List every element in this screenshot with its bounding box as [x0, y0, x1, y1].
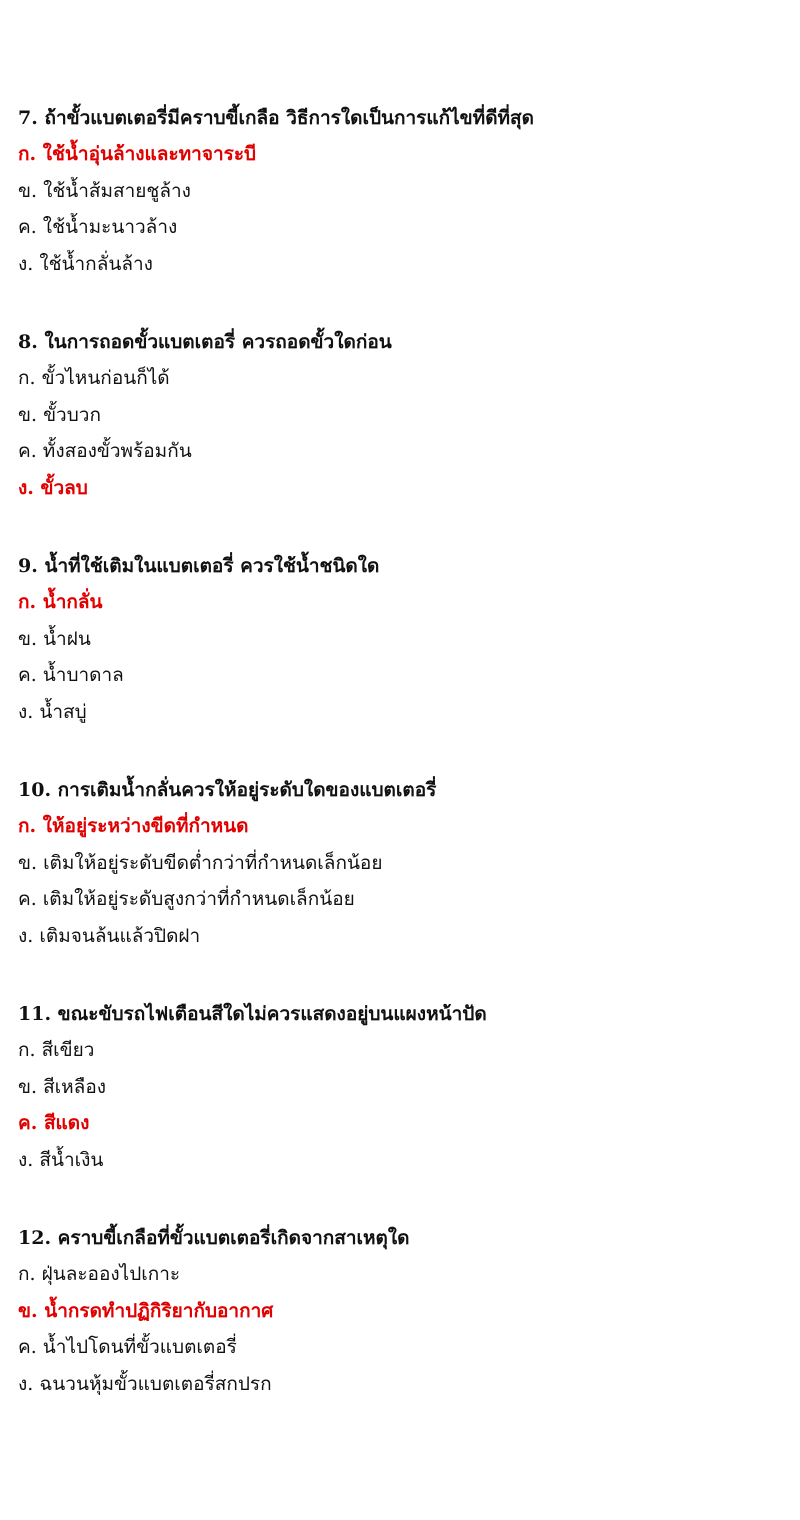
question-title: 7. ถ้าขั้วแบตเตอรี่มีคราบขี้เกลือ วิธีการใดเป็นการแก้ไขที่ดีที่สุด — [18, 107, 534, 129]
question-title: 9. น้ำที่ใช้เติมในแบตเตอรี่ ควรใช้น้ำชนิดใด — [18, 555, 380, 577]
answer-choice: ง. สีน้ำเงิน — [18, 1148, 104, 1171]
answer-choice-correct: ค. สีแดง — [18, 1112, 90, 1134]
answer-choice: ข. เติมให้อยู่ระดับขีดต่ำกว่าที่กำหนดเล็กน้อย — [18, 851, 383, 874]
answer-choice-correct: ก. ใช้น้ำอุ่นล้างและทาจาระบี — [18, 143, 257, 165]
question-block — [18, 548, 788, 730]
question-title: 10. การเติมน้ำกลั่นควรให้อยู่ระดับใดของแบตเตอรี่ — [18, 779, 437, 801]
answer-choice: ก. ฝุ่นละอองไปเกาะ — [18, 1263, 181, 1285]
question-block — [18, 100, 788, 282]
answer-choice: ง. ฉนวนหุ้มขั้วแบตเตอรี่สกปรก — [18, 1372, 272, 1395]
question-block — [18, 324, 788, 506]
question-title: 8. ในการถอดขั้วแบตเตอรี่ ควรถอดขั้วใดก่อน — [18, 331, 392, 353]
answer-choice-correct: ง. ขั้วลบ — [18, 476, 88, 499]
answer-choice: ก. สีเขียว — [18, 1039, 95, 1061]
answer-choice: ก. ขั้วไหนก่อนก็ได้ — [18, 367, 170, 389]
answer-choice: ค. เติมให้อยู่ระดับสูงกว่าที่กำหนดเล็กน้อย — [18, 888, 355, 910]
question-block — [18, 1220, 788, 1402]
answer-choice: ค. ใช้น้ำมะนาวล้าง — [18, 216, 178, 238]
question-block — [18, 772, 788, 954]
answer-choice: ข. ใช้น้ำส้มสายชูล้าง — [18, 179, 191, 202]
question-block — [18, 996, 788, 1178]
answer-choice: ค. ทั้งสองขั้วพร้อมกัน — [18, 440, 192, 462]
question-title: 12. คราบขี้เกลือที่ขั้วแบตเตอรี่เกิดจากสาเหตุใด — [18, 1227, 410, 1249]
answer-choice-correct: ข. น้ำกรดทำปฏิกิริยากับอากาศ — [18, 1299, 274, 1322]
answer-choice: ข. ขั้วบวก — [18, 403, 101, 426]
answer-choice: ง. น้ำสบู่ — [18, 700, 87, 723]
answer-choice: ง. ใช้น้ำกลั่นล้าง — [18, 252, 153, 275]
answer-choice: ข. น้ำฝน — [18, 627, 91, 650]
answer-choice: ง. เติมจนล้นแล้วปิดฝา — [18, 924, 201, 947]
answer-choice: ค. น้ำบาดาล — [18, 664, 124, 686]
answer-choice-correct: ก. น้ำกลั่น — [18, 591, 103, 613]
answer-choice: ค. น้ำไปโดนที่ขั้วแบตเตอรี่ — [18, 1336, 237, 1358]
answer-choice-correct: ก. ให้อยู่ระหว่างขีดที่กำหนด — [18, 815, 249, 837]
question-title: 11. ขณะขับรถไฟเตือนสีใดไม่ควรแสดงอยู่บนแผงหน้าปัด — [18, 1003, 487, 1025]
answer-choice: ข. สีเหลือง — [18, 1075, 107, 1098]
quiz-document — [18, 100, 788, 1444]
